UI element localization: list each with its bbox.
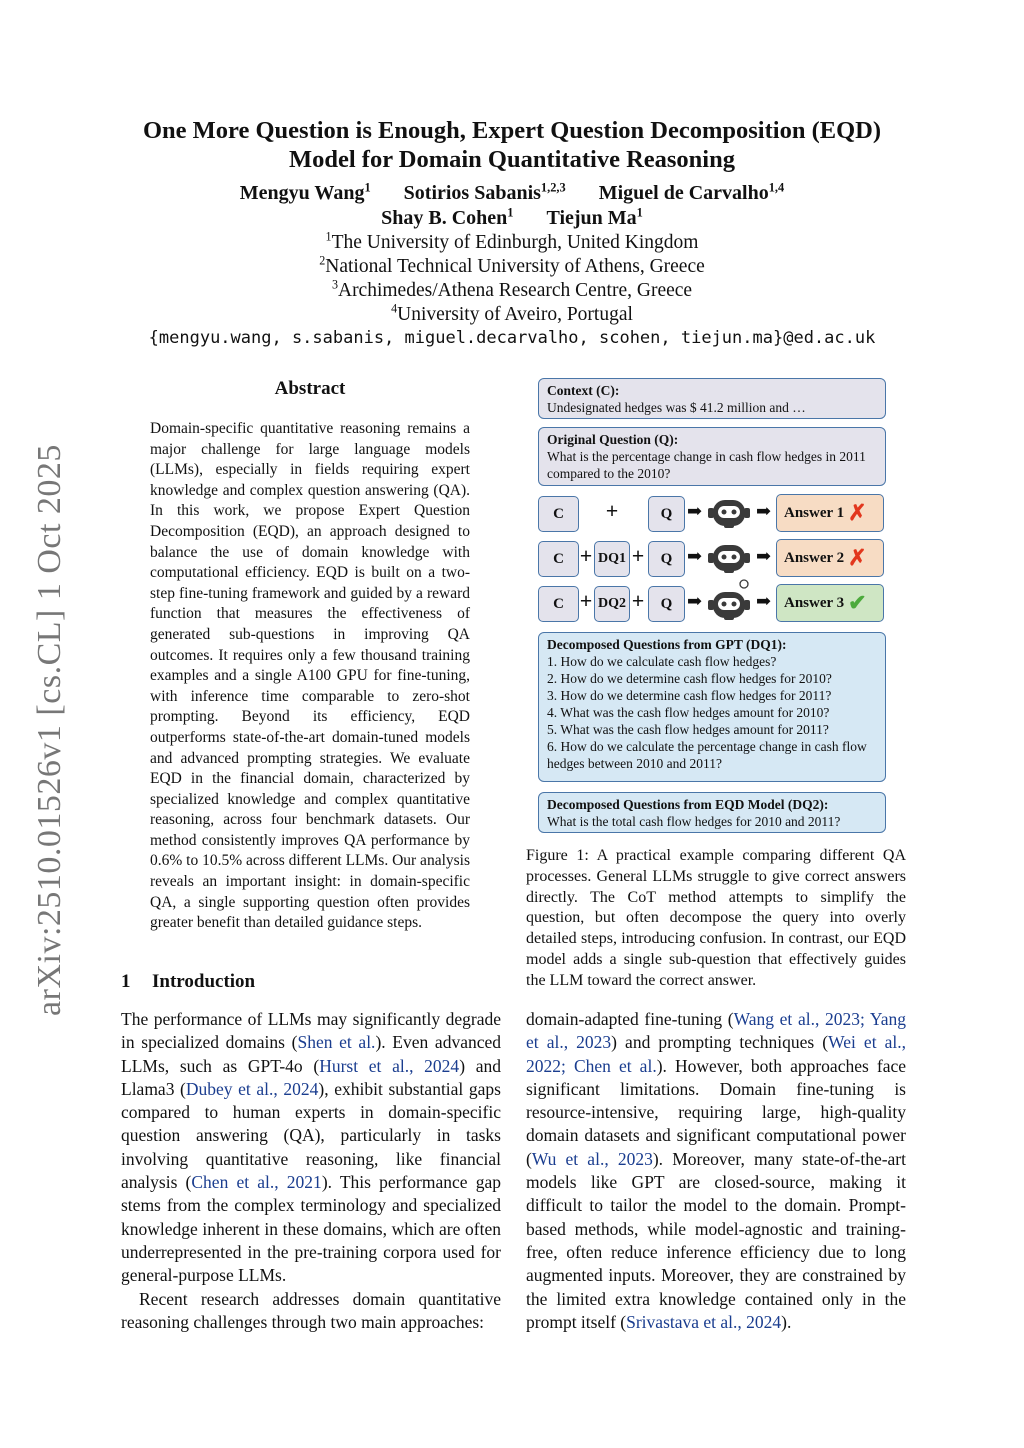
context-box: Context (C): Undesignated hedges was $ 41.2 million and … [538, 378, 886, 419]
robot-llm-icon [706, 539, 752, 577]
citation-link[interactable]: Shen et al. [297, 1032, 376, 1053]
dq1-item: 6. How do we calculate the percentage change in cash flow hedges between 2010 and 2011? [547, 739, 867, 771]
body-text: domain-adapted fine-tuning ( [526, 1009, 734, 1029]
affiliation: $^2$National Technical University of Athens, Greece [319, 253, 705, 277]
author-emails: {mengyu.wang, s.sabanis, miguel.decarvalho, scohen, tiejun.ma}@ed.ac.uk [148, 328, 876, 348]
arrow-icon: ➡ [756, 501, 772, 521]
author: Sotirios Sabanis$^{1,2,3}$ [403, 180, 566, 204]
plus-sign: + [631, 588, 645, 613]
arxiv-identifier: arXiv:2510.01526v1 [cs.CL] 1 Oct 2025 [31, 444, 68, 1016]
section-title: Introduction [152, 971, 256, 992]
affiliation: $^4$University of Aveiro, Portugal [391, 301, 633, 325]
author: Miguel de Carvalho$^{1,4}$ [598, 180, 785, 204]
body-text: ). However, both approaches face significant limitations. Domain fine-tuning is resource-intensive, requiring large, high-quality domain datasets and significant computational power ( [526, 1055, 907, 1169]
arrow-icon: ➡ [687, 591, 703, 611]
arrow-icon: ➡ [687, 546, 703, 566]
question-cell: Q [648, 541, 685, 577]
arxiv-sidebar [20, 440, 80, 1020]
body-text: ). Moreover, many state-of-the-art models like GPT are closed-source, making it difficult to tailor the model to the domain. Prompt-based methods, while model-agnostic and training-free, often reduce inference efficiency due to long augmented inputs. Moreover, they are constrained by the limited extra knowledge contained only in the prompt itself ( [526, 1148, 906, 1332]
author: Tiejun Ma$^1$ [546, 205, 643, 229]
dq1-item: 1. How do we calculate cash flow hedges? [547, 654, 777, 669]
dq1-item: 4. What was the cash flow hedges amount for 2010? [547, 705, 830, 720]
intro-left-column [121, 1008, 501, 1334]
question-cell: Q [648, 586, 685, 622]
abstract-text: Domain-specific quantitative reasoning remains a major challenge for large language models (LLMs), especially in fields requiring expert knowledge and complex question answering (QA). In this work, we propose Expert Question Decomposition (EQD), an approach designed to balance the use of domain knowledge with computational efficiency. EQD is built on a two-step fine-tuning framework and guided by a reward function that measures the effectiveness of generated sub-questions in improving QA outcomes. It requires only a few thousand training examples and a single A100 GPU for fine-tuning, with inference time comparable to zero-shot prompting. Beyond its efficiency, EQD outperforms state-of-the-art domain-tuned models and advanced prompting strategies. We evaluate EQD in the financial domain, characterized by specialized knowledge and complex quantitative reasoning, across four benchmark datasets. Our method consistently improves QA performance by 0.6% to 10.5% across different LLMs. Our analysis reveals an important insight: in domain-specific QA, a single supporting question often provides greater benefit than detailed guidance steps. [150, 420, 470, 932]
affiliation-list [120, 231, 904, 327]
dq2-cell: DQ2 [594, 586, 630, 622]
figure-caption: Figure 1: A practical example comparing different QA processes. General LLMs struggle to give correct answers directly. The CoT method attempts to simplify the question, but often decompose the query into overly detailed steps, introducing confusion. In contrast, our EQD model adds a single sub-question that effectively guides the LLM toward the correct answer. [526, 847, 906, 989]
body-text: ). Even advanced LLMs, such as GPT-4o ( [121, 1032, 501, 1076]
context-cell: C [538, 496, 579, 532]
body-text: ), exhibit substantial gaps compared to human experts in domain-specific question answering (QA), particularly in tasks involving quantitative reasoning, like financial analysis ( [121, 1078, 501, 1193]
cross-icon: ✗ [848, 545, 867, 570]
affiliation: $^3$Archimedes/Athena Research Centre, Greece [331, 277, 693, 301]
author: Shay B. Cohen$^1$ [381, 205, 514, 229]
robot-llm-icon [706, 494, 752, 532]
citation-link[interactable]: Wei et al., 2022; Chen et al. [526, 1032, 906, 1076]
answer-2-box: Answer 2 ✗ [776, 539, 884, 577]
citation-link[interactable]: Srivastava et al., 2024 [626, 1311, 782, 1332]
body-text: The performance of LLMs may significantly degrade in specialized domains ( [121, 1009, 501, 1053]
dq1-item: 3. How do we determine cash flow hedges for 2011? [547, 688, 832, 703]
abstract-heading: Abstract [274, 378, 346, 399]
arrow-icon: ➡ [756, 591, 772, 611]
checkmark-icon: ✔ [848, 590, 867, 615]
plus-sign: + [605, 498, 619, 523]
body-text: ) and prompting techniques ( [611, 1032, 829, 1053]
body-text: ). [781, 1311, 792, 1332]
answer-3-box: Answer 3 ✔ [776, 584, 884, 622]
arrow-icon: ➡ [687, 501, 703, 521]
arrow-icon: ➡ [756, 546, 772, 566]
dq2-box: Decomposed Questions from EQD Model (DQ2): What is the total cash flow hedges for 2010 and 2011? [538, 792, 886, 833]
dq1-box: Decomposed Questions from GPT (DQ1): 1. How do we calculate cash flow hedges? 2. How do we determine cash flow hedges for 2010? 3. How do we determine cash flow hedges for 2011? 4. What was the cash flow hedges amount for 2010? 5. What was the cash flow hedges amount for 2011? 6. How do we calculate the percentage change in cash flow hedges between 2010 and 2011? [538, 632, 886, 782]
affiliation: $^1$The University of Edinburgh, United Kingdom [325, 229, 699, 253]
body-text: ). This performance gap stems from the complex terminology and specialized knowledge inherent in these domains, which are often underrepresented in the pre-training corpora used for general-purpose LLMs. [121, 1172, 501, 1286]
question-cell: Q [648, 496, 685, 532]
context-cell: C [538, 541, 579, 577]
section-heading [121, 971, 255, 993]
plus-sign: + [579, 588, 593, 613]
author: Mengyu Wang$^1$ [239, 180, 371, 204]
dq1-item: 5. What was the cash flow hedges amount for 2011? [547, 722, 829, 737]
original-question-box: Original Question (Q): What is the percentage change in cash flow hedges in 2011 compared to the 2010? [538, 427, 886, 486]
citation-link[interactable]: Chen et al., 2021 [191, 1172, 322, 1193]
title-line-2: Model for Domain Quantitative Reasoning [289, 146, 735, 173]
intro-paragraph-1 [121, 1008, 501, 1288]
context-cell: C [538, 586, 579, 622]
robot-llm-lightbulb-icon [706, 578, 752, 624]
plus-sign: + [579, 543, 593, 568]
citation-link[interactable]: Wu et al., 2023 [531, 1148, 653, 1169]
cross-icon: ✗ [848, 500, 867, 525]
answer-1-box: Answer 1 ✗ [776, 494, 884, 532]
citation-link[interactable]: Dubey et al., 2024 [185, 1078, 319, 1099]
figure-1 [538, 378, 886, 833]
section-number: 1 [121, 971, 131, 992]
dq1-item: 2. How do we determine cash flow hedges for 2010? [547, 671, 832, 686]
citation-link[interactable]: Hurst et al., 2024 [319, 1055, 460, 1076]
citation-link[interactable]: Wang et al., 2023; Yang et al., 2023 [526, 1009, 906, 1053]
title-line-1: One More Question is Enough, Expert Question Decomposition (EQD) [143, 117, 881, 144]
author-list [120, 181, 904, 231]
intro-paragraph-2: Recent research addresses domain quantitative reasoning challenges through two main approaches: [121, 1288, 501, 1332]
plus-sign: + [631, 543, 645, 568]
body-text: ) and Llama3 ( [121, 1055, 501, 1099]
dq1-cell: DQ1 [594, 541, 630, 577]
intro-right-column [526, 1008, 906, 1334]
paper-title [120, 116, 904, 174]
